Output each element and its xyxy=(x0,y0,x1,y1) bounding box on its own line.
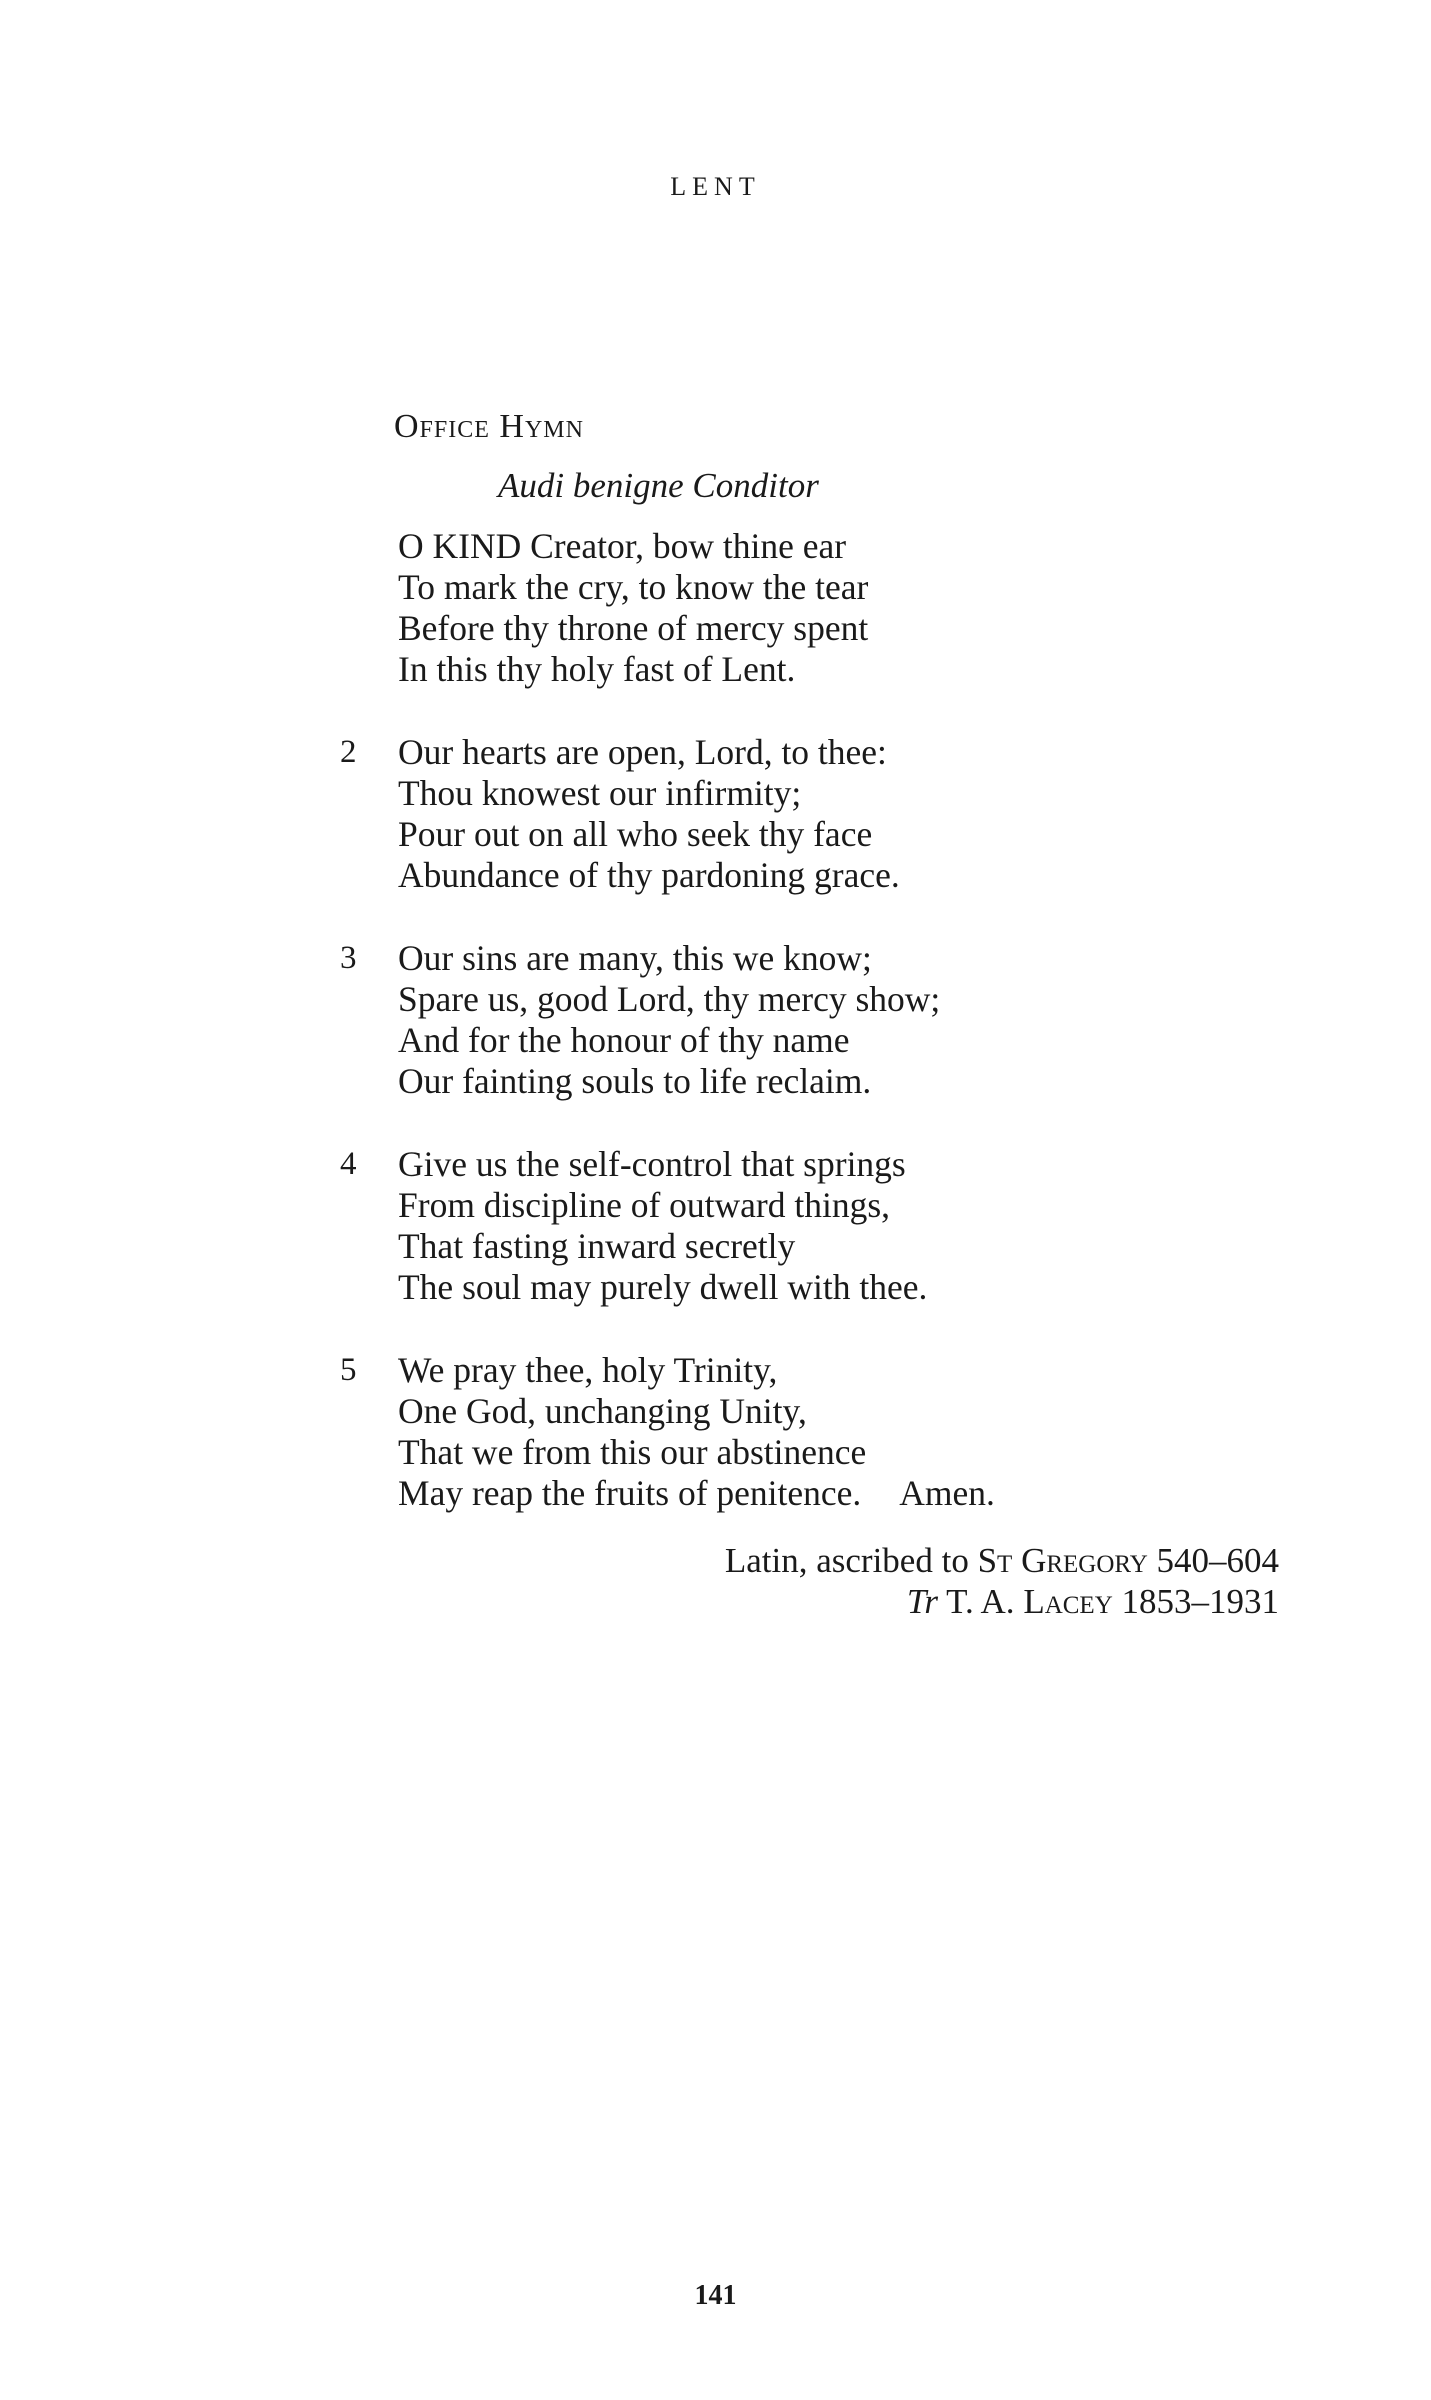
verse-number: 3 xyxy=(340,940,357,976)
verse-line: Spare us, good Lord, thy mercy show; xyxy=(398,979,941,1019)
verse-number: 5 xyxy=(340,1352,357,1388)
attribution-prefix: Latin, ascribed to xyxy=(724,1541,969,1580)
verse-1 xyxy=(398,526,995,690)
translator-initials: T. A. xyxy=(946,1582,1024,1621)
verse-line: That we from this our abstinence xyxy=(398,1432,867,1472)
verse-line: The soul may purely dwell with thee. xyxy=(398,1267,928,1307)
verse-number: 2 xyxy=(340,734,357,770)
translator-name: Lacey xyxy=(1023,1582,1113,1621)
amen: Amen. xyxy=(899,1473,995,1513)
verse-3 xyxy=(340,938,995,1102)
verse-line: Our fainting souls to life reclaim. xyxy=(398,1061,872,1101)
verse-5 xyxy=(340,1350,995,1514)
translator-dates: 1853–1931 xyxy=(1121,1582,1279,1621)
latin-title: Audi benigne Conditor xyxy=(498,466,819,505)
verse-line: Our hearts are open, Lord, to thee: xyxy=(398,732,887,772)
attribution-author-line xyxy=(725,1540,1279,1581)
running-head: LENT xyxy=(670,172,761,201)
author-dates: 540–604 xyxy=(1156,1541,1279,1580)
verse-line: We pray thee, holy Trinity, xyxy=(398,1350,778,1390)
attribution xyxy=(725,1540,1279,1622)
verse-line: Give us the self-control that springs xyxy=(398,1144,906,1184)
hymn-heading: Office Hymn xyxy=(394,408,584,445)
attribution-translator-line xyxy=(725,1581,1279,1622)
verse-line: Thou knowest our infirmity; xyxy=(398,773,802,813)
verse-2 xyxy=(340,732,995,896)
verse-line: Our sins are many, this we know; xyxy=(398,938,872,978)
verse-line: Pour out on all who seek thy face xyxy=(398,814,873,854)
author-name: St Gregory xyxy=(977,1541,1148,1580)
verse-line: Abundance of thy pardoning grace. xyxy=(398,855,900,895)
verse-line-text: May reap the fruits of penitence. xyxy=(398,1473,862,1513)
verse-number: 4 xyxy=(340,1146,357,1182)
page-number: 141 xyxy=(694,2280,737,2311)
translator-prefix: Tr xyxy=(906,1582,939,1621)
verse-line: To mark the cry, to know the tear xyxy=(398,567,869,607)
hymn-verses xyxy=(340,526,995,1556)
verse-line: From discipline of outward things, xyxy=(398,1185,891,1225)
verse-line: One God, unchanging Unity, xyxy=(398,1391,807,1431)
verse-line: O KIND Creator, bow thine ear xyxy=(398,526,847,566)
verse-line: And for the honour of thy name xyxy=(398,1020,850,1060)
verse-line: In this thy holy fast of Lent. xyxy=(398,649,796,689)
verse-line: That fasting inward secretly xyxy=(398,1226,796,1266)
verse-line: Before thy throne of mercy spent xyxy=(398,608,869,648)
verse-line-final xyxy=(398,1473,995,1514)
verse-4 xyxy=(340,1144,995,1308)
